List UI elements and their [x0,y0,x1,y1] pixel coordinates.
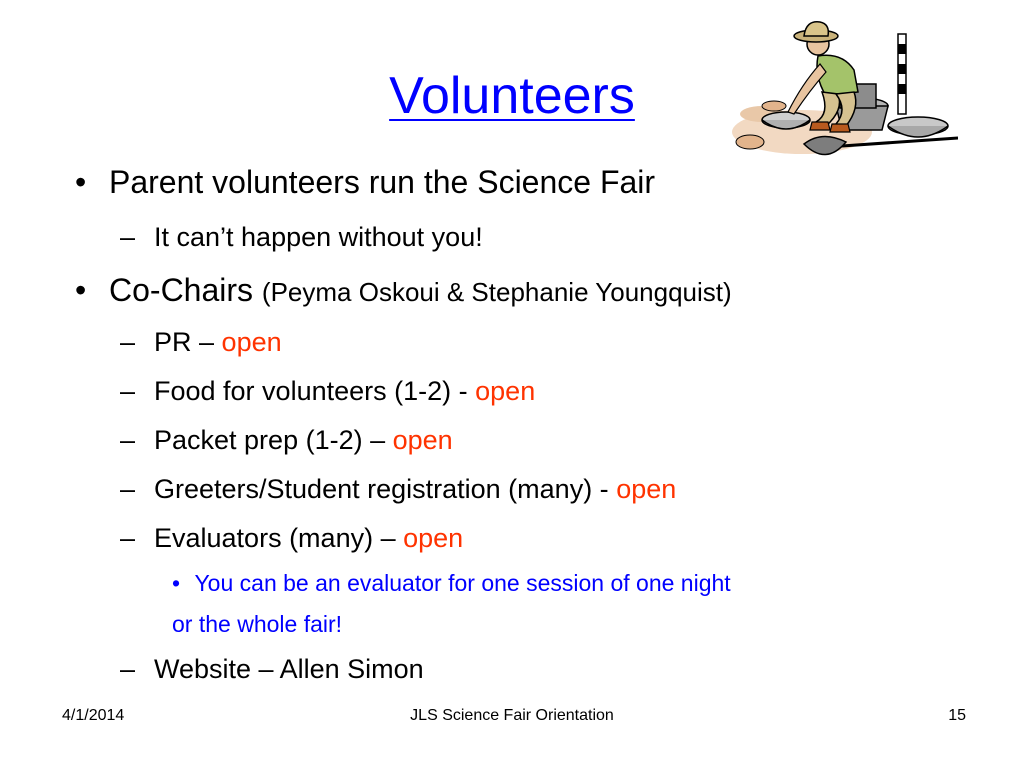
sub-bullet-text: It can’t happen without you! [154,222,483,252]
bullet-marker: • [172,570,181,596]
dash-marker: – [120,327,136,357]
role-label: Packet prep (1-2) – [154,425,386,455]
dash-marker: – [120,222,136,252]
co-chairs-names: (Peyma Oskoui & Stephanie Youngquist) [261,277,732,307]
role-label: Food for volunteers (1-2) - [154,376,468,406]
footer-page-number: 15 [948,707,966,724]
open-status: open [475,376,536,406]
footer-title: JLS Science Fair Orientation [410,707,614,724]
dash-marker: – [120,654,136,684]
bullet-marker: • [75,164,87,200]
bullet-text: Parent volunteers run the Science Fair [109,164,656,200]
sub-bullet-text [154,474,676,505]
open-status: open [392,425,453,455]
dash-marker: – [120,523,136,553]
open-status: open [403,523,464,553]
sub-bullet-text [154,327,282,358]
co-chairs-label: Co-Chairs [109,272,254,308]
evaluator-note-line2: or the whole fair! [172,611,343,637]
sub-bullet-text [154,376,535,407]
archaeologist-digging-icon [722,14,958,170]
role-label: Evaluators (many) – [154,523,396,553]
open-status: open [221,327,282,357]
footer-date: 4/1/2014 [62,707,125,724]
open-status: open [616,474,677,504]
slide-title[interactable]: Volunteers [389,67,635,125]
bullet-marker: • [75,272,87,308]
role-label: PR – [154,327,215,357]
bullet-text [109,272,732,309]
evaluator-note-text: You can be an evaluator for one session of one night [194,570,731,596]
role-label: Greeters/Student registration (many) - [154,474,609,504]
sub-bullet-text [154,425,453,456]
evaluator-note-line1 [172,570,731,597]
sub-bullet-text: Website – Allen Simon [154,654,424,684]
dash-marker: – [120,376,136,406]
dash-marker: – [120,474,136,504]
dash-marker: – [120,425,136,455]
sub-bullet-text [154,523,463,554]
